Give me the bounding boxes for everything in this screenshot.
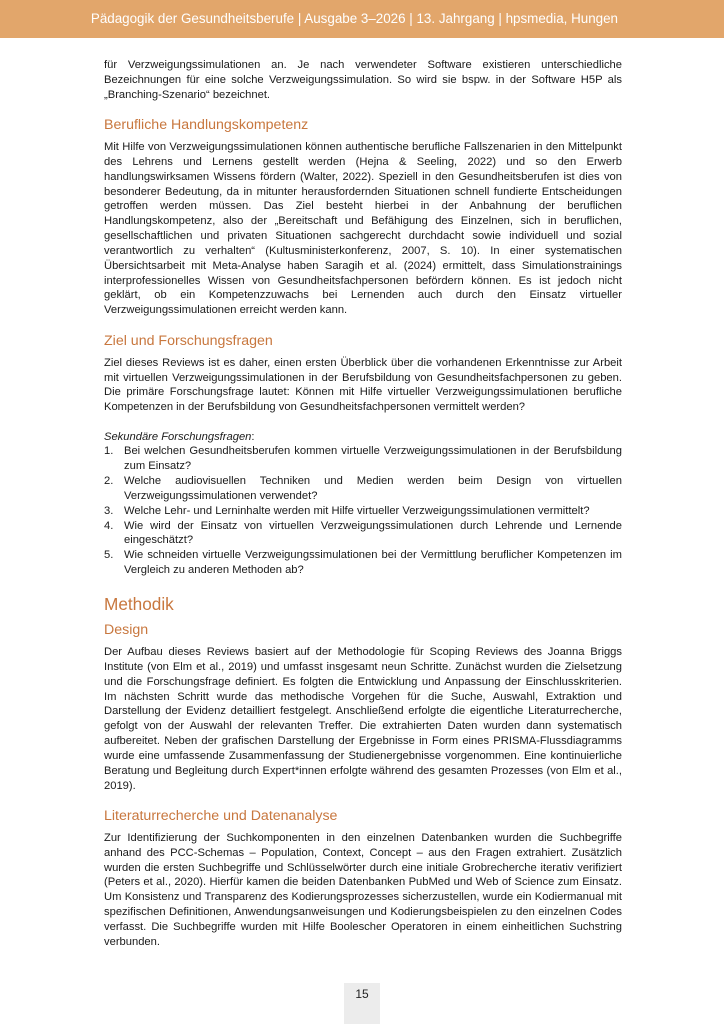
list-item-number: 3. (104, 504, 114, 517)
competence-heading: Berufliche Handlungskompetenz (104, 117, 309, 134)
goals-paragraph: Ziel dieses Reviews ist es daher, einen ersten Überblick über die vorhandenen Erkenntnisse zur Arbeit mit virtuellen Verzweigungssimulationen in der Berufsbildung von Gesundheitsfachpersonen zu geben. Die primäre Forschungsfrage lautet: Können mit Hilfe virtueller Verzweigungssimulationen berufliche Kompetenzen in der Berufsbildung von Gesundheitsfachpersonen vermittelt werden? (104, 356, 622, 414)
list-item-text: Wie wird der Einsatz von virtuellen Verzweigungssimulationen durch Lehrende und Lernende eingeschätzt? (124, 519, 622, 547)
list-item (104, 504, 622, 519)
list-item-text: Wie schneiden virtuelle Verzweigungssimulationen bei der Vermittlung beruflicher Kompetenzen im Vergleich zu anderen Methoden ab? (124, 549, 622, 577)
list-item-number: 4. (104, 519, 114, 532)
list-item-text: Welche Lehr- und Lerninhalte werden mit Hilfe virtueller Verzweigungssimulationen vermittelt? (124, 504, 590, 517)
intro-paragraph: für Verzweigungssimulationen an. Je nach verwendeter Software existieren unterschiedliche Bezeichnungen für eine solche Verzweigungssimulation. So wird sie bspw. in der Software H5P als „Branching-Szenario“ bezeichnet. (104, 59, 622, 101)
list-item (104, 444, 622, 474)
list-item-text: Welche audiovisuellen Techniken und Medien werden beim Design von virtuellen Verzweigungssimulationen verwendet? (124, 475, 622, 502)
literature-paragraph: Zur Identifizierung der Suchkomponenten in den einzelnen Datenbanken wurden die Suchbegriffe anhand des PCC-Schemas – Population, Context, Concept – aus den Fragen extrahiert. Zusätzlich wurden die ersten Suchbegriffe und Schlüsselwörter durch eine initiale Grobrecherche iterativ verifiziert (Peters et al., 2020). Hierfür kamen die beiden Datenbanken PubMed und Web of Science zum Einsatz. Um Konsistenz und Transparenz des Kodierungsprozesses sicherzustellen, wurde ein Kodiermanual mit spezifischen Definitionen, Anwendungsanweisungen und Kodierungsbeispielen zu den einzelnen Codes verfasst. Die Suchbegriffe wurden mit Hilfe Boolescher Operatoren in einem einheitlichen Suchstring verbunden. (104, 831, 622, 948)
secondary-questions-label-text: Sekundäre Forschungsfragen (104, 430, 252, 443)
secondary-questions-label (104, 430, 622, 445)
list-item-number: 5. (104, 549, 114, 562)
list-item (104, 519, 622, 549)
design-heading: Design (104, 621, 149, 638)
list-item-number: 1. (104, 445, 114, 458)
list-item-text: Bei welchen Gesundheitsberufen kommen virtuelle Verzweigungssimulationen in der Berufsbildung zum Einsatz? (124, 445, 622, 473)
secondary-questions-list (104, 444, 622, 578)
page-number: 15 (344, 983, 380, 1024)
article-body (104, 58, 622, 964)
list-item (104, 474, 622, 504)
journal-header: Pädagogik der Gesundheitsberufe | Ausgabe 3–2026 | 13. Jahrgang | hpsmedia, Hungen (0, 0, 724, 38)
competence-paragraph: Mit Hilfe von Verzweigungssimulationen können authentische berufliche Fallszenarien in den Mittelpunkt des Lehrens und Lernens gestellt werden (Hejna & Seeling, 2022) und so den Erwerb handlungswirksamen Wissens fördern (Walter, 2022). Speziell in den Gesundheitsberufen ist dies von besonderer Bedeutung, da in mitunter herausfordernden Situationen schnell fundierte Entscheidungen getroffen werden müssen. Das Ziel besteht hierbei in der Anbahnung der beruflichen Handlungskompetenz, also der „Bereitschaft und Befähigung des Einzelnen, sich in beruflichen, gesellschaftlichen und privaten Situationen sachgerecht durchdacht sowie individuell und sozial verantwortlich zu verhalten“ (Kultusministerkonferenz, 2007, S. 10). In einer systematischen Übersichtsarbeit mit Meta-Analyse haben Saragih et al. (2024) ermittelt, dass Simulationstrainings interprofessionelles Wissen von Gesundheitsfachpersonen befördern können. Es ist jedoch nicht geklärt, ob ein Kompetenzzuwachs bei Lernenden auch durch den Einsatz virtueller Verzweigungssimulationen erreicht werden kann. (104, 141, 622, 317)
literature-heading: Literaturrecherche und Datenanalyse (104, 807, 338, 824)
secondary-questions-colon: : (251, 430, 255, 443)
design-paragraph: Der Aufbau dieses Reviews basiert auf der Methodologie für Scoping Reviews des Joanna Briggs Institute (von Elm et al., 2019) und umfasst insgesamt neun Schritte. Zunächst wurden die Zielsetzung und die Forschungsfrage definiert. Es folgten die Entwicklung und Anpassung der Einschlusskriterien. Im nächsten Schritt wurde das methodische Vorgehen für die Suche, Auswahl, Extraktion und Darstellung der Evidenz detailliert festgelegt. Anschließend erfolgte die eigentliche Literaturrecherche, gefolgt von der Auswahl der relevanten Treffer. Die extrahierten Daten wurden dann systematisch aufbereitet. Neben der grafischen Darstellung der Ergebnisse in Form eines PRISMA-Flussdiagramms wurde eine umfassende Zusammenfassung der Studienergebnisse vorgenommen. Eine kontinuierliche Beratung und Begleitung durch Expert*innen erfolgte während des gesamten Prozesses (von Elm et al., 2019). (104, 645, 622, 792)
list-item-number: 2. (104, 475, 114, 488)
goals-heading: Ziel und Forschungsfragen (104, 332, 273, 349)
list-item (104, 548, 622, 578)
method-heading: Methodik (104, 593, 174, 614)
